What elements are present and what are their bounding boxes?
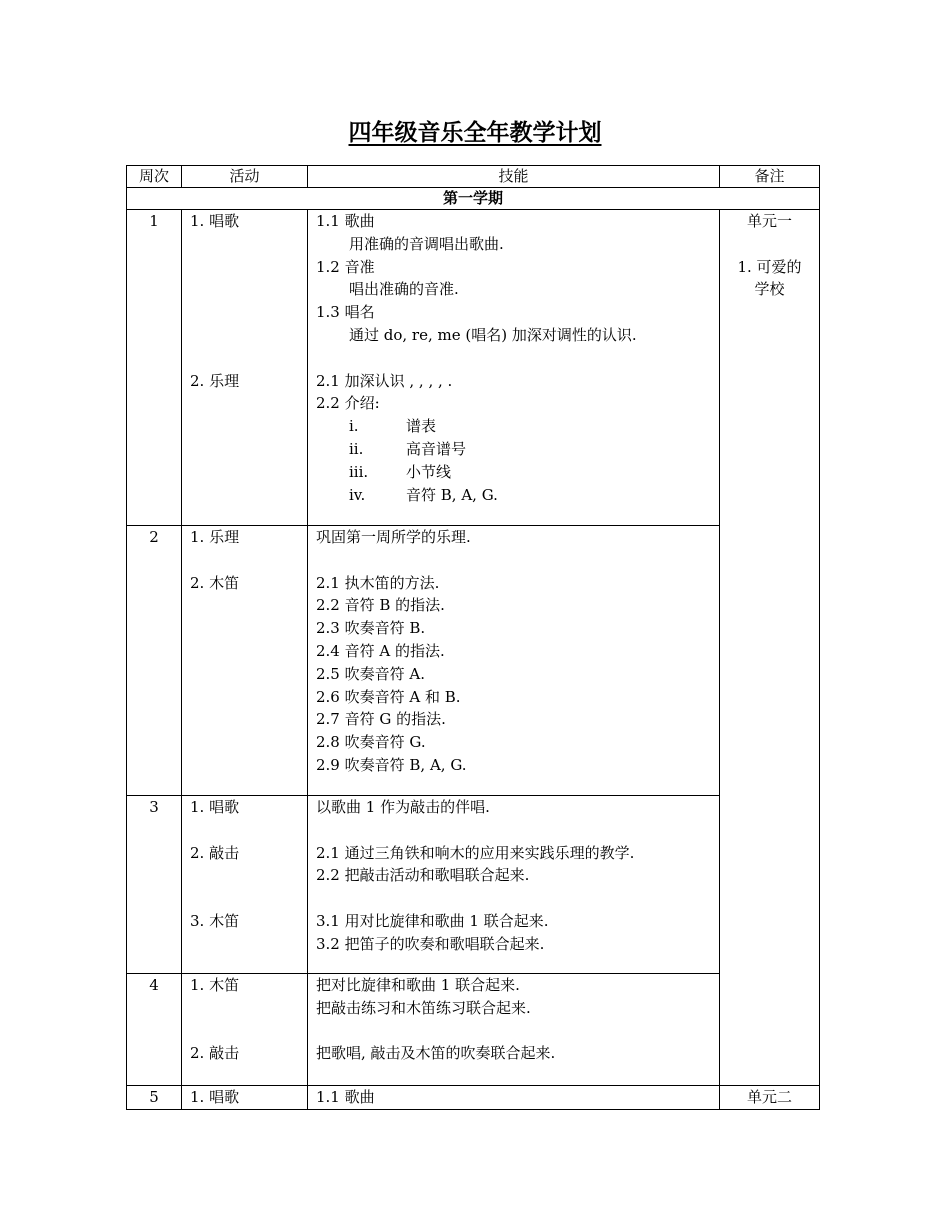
week-row xyxy=(127,1086,820,1110)
activity-cell xyxy=(182,526,308,796)
skill-line: 1.2 音准 xyxy=(316,257,375,276)
activity-item: 1. 唱歌 xyxy=(190,1088,240,1106)
skill-line: 2.3 吹奏音符 B. xyxy=(316,619,426,638)
skill-cell xyxy=(308,526,720,796)
skill-line: 1.1 歌曲 xyxy=(316,212,375,230)
activity-cell xyxy=(182,210,308,526)
skill-line: 通过 do, re, me (唱名) 加深对调性的认识. xyxy=(349,325,637,344)
skill-line: 2.4 音符 A 的指法. xyxy=(316,641,445,660)
skill-cell xyxy=(308,1086,720,1110)
activity-item: 2. 木笛 xyxy=(190,573,240,592)
skill-line: 2.1 加深认识 , , , , . xyxy=(316,371,453,390)
header-skill: 技能 xyxy=(308,166,720,188)
skill-line: 2.8 吹奏音符 G. xyxy=(316,733,426,752)
week-row xyxy=(127,210,820,526)
semester-row xyxy=(127,188,820,210)
remark-cell xyxy=(720,1086,820,1110)
skill-cell xyxy=(308,796,720,974)
skill-line: 2.7 音符 G 的指法. xyxy=(316,710,446,729)
week-row xyxy=(127,796,820,974)
skill-line: 用准确的音调唱出歌曲. xyxy=(349,234,504,253)
skill-line: 把对比旋律和歌曲 1 联合起来. xyxy=(316,976,520,994)
activity-item: 1. 唱歌 xyxy=(190,212,240,230)
list-text: 高音谱号 xyxy=(406,439,467,458)
skill-line: 以歌曲 1 作为敲击的伴唱. xyxy=(316,798,490,816)
activity-item: 2. 敲击 xyxy=(190,1044,240,1063)
page-title: 四年级音乐全年教学计划 xyxy=(348,119,602,146)
activity-item: 1. 乐理 xyxy=(190,528,240,546)
skill-line: 唱出准确的音准. xyxy=(349,280,459,299)
activity-cell xyxy=(182,796,308,974)
skill-cell xyxy=(308,974,720,1086)
skill-line: 把敲击练习和木笛练习联合起来. xyxy=(316,998,531,1017)
list-marker: ii. xyxy=(349,439,364,458)
list-marker: iv. xyxy=(349,485,366,504)
activity-item: 1. 唱歌 xyxy=(190,798,240,816)
skill-line: 2.2 介绍: xyxy=(316,394,380,413)
week-number: 3 xyxy=(127,796,182,974)
teaching-plan-table xyxy=(126,165,820,1110)
list-marker: iii. xyxy=(349,462,369,481)
activity-item: 2. 乐理 xyxy=(190,371,240,390)
header-remark: 备注 xyxy=(720,166,820,188)
skill-line: 2.5 吹奏音符 A. xyxy=(316,664,425,683)
semester-label: 第一学期 xyxy=(127,188,820,210)
week-number: 1 xyxy=(127,210,182,526)
skill-line: 2.9 吹奏音符 B, A, G. xyxy=(316,755,467,774)
skill-line: 2.6 吹奏音符 A 和 B. xyxy=(316,687,461,706)
skill-line: 1.1 歌曲 xyxy=(316,1088,375,1106)
week-row xyxy=(127,526,820,796)
header-row xyxy=(127,166,820,188)
skill-line: 1.3 唱名 xyxy=(316,303,375,322)
skill-line: 2.1 执木笛的方法. xyxy=(316,573,440,592)
remark-cell xyxy=(720,210,820,1086)
activity-cell xyxy=(182,974,308,1086)
unit-item: 1. 可爱的学校 xyxy=(737,257,802,299)
skill-line: 巩固第一周所学的乐理. xyxy=(316,528,471,546)
header-activity: 活动 xyxy=(182,166,308,188)
header-week: 周次 xyxy=(127,166,182,188)
list-marker: i. xyxy=(349,417,359,436)
skill-line: 3.1 用对比旋律和歌曲 1 联合起来. xyxy=(316,911,549,930)
list-item xyxy=(316,461,719,484)
skill-line: 2.2 把敲击活动和歌唱联合起来. xyxy=(316,866,530,885)
list-text: 小节线 xyxy=(406,462,452,481)
list-text: 音符 B, A, G. xyxy=(406,485,498,504)
skill-line: 把歌唱, 敲击及木笛的吹奏联合起来. xyxy=(316,1044,556,1063)
skill-line: 2.1 通过三角铁和响木的应用来实践乐理的教学. xyxy=(316,843,635,862)
unit-label: 单元二 xyxy=(746,1088,792,1106)
activity-cell xyxy=(182,1086,308,1110)
unit-label: 单元一 xyxy=(746,212,792,230)
list-text: 谱表 xyxy=(406,417,437,436)
list-item xyxy=(316,415,719,438)
list-item xyxy=(316,438,719,461)
activity-item: 3. 木笛 xyxy=(190,911,240,930)
week-row xyxy=(127,974,820,1086)
activity-item: 2. 敲击 xyxy=(190,843,240,862)
week-number: 4 xyxy=(127,974,182,1086)
skill-cell xyxy=(308,210,720,526)
list-item xyxy=(316,484,719,507)
skill-line: 3.2 把笛子的吹奏和歌唱联合起来. xyxy=(316,934,545,953)
week-number: 5 xyxy=(127,1086,182,1110)
activity-item: 1. 木笛 xyxy=(190,976,240,994)
skill-line: 2.2 音符 B 的指法. xyxy=(316,596,445,615)
week-number: 2 xyxy=(127,526,182,796)
